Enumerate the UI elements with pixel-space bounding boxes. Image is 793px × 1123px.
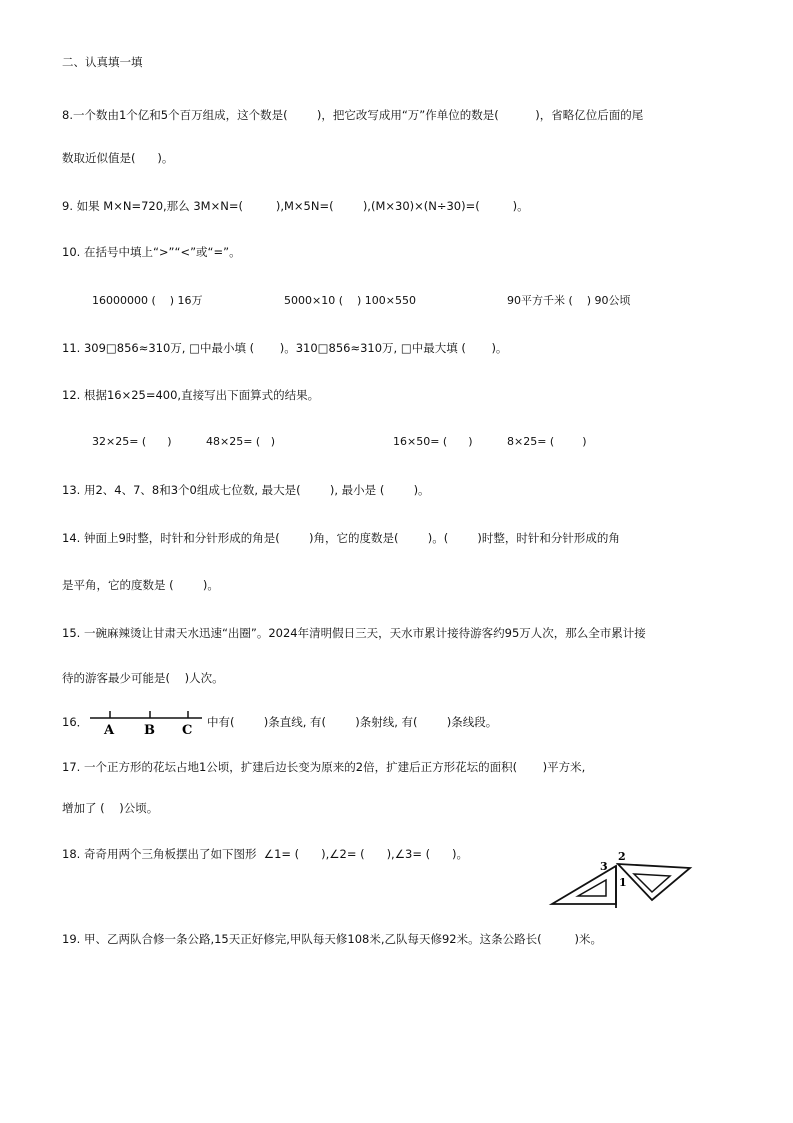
question-19: 19. 甲、乙两队合修一条公路,15天正好修完,甲队每天修108米,乙队每天修92米。这条公路长( )米。 (62, 932, 602, 946)
question-10-item: 16000000 ( ) 16万 (92, 294, 203, 307)
question-16-text: 中有( )条直线, 有( )条射线, 有( )条线段。 (207, 715, 498, 729)
question-14-line-1: 14. 钟面上9时整，时针和分针形成的角是( )角，它的度数是( )。( )时整，时针和分针形成的角 (62, 531, 620, 545)
point-label-a: A (104, 723, 115, 736)
set-square-figure (548, 848, 696, 910)
question-18-text: 18. 奇奇用两个三角板摆出了如下图形 ∠1= ( ),∠2= ( ),∠3= ( )。 (62, 847, 469, 861)
question-10-prompt: 10. 在括号中填上“>”“<”或“=”。 (62, 245, 241, 259)
question-9: 9. 如果 M×N=720,那么 3M×N=( ),M×5N=( ),(M×30)×(N÷30)=( )。 (62, 199, 529, 213)
question-10-item: 90平方千米 ( ) 90公顷 (507, 294, 631, 307)
question-12-item: 32×25= ( ) (92, 435, 172, 448)
question-14-line-2: 是平角，它的度数是 ( )。 (62, 578, 219, 592)
question-8-line-1: 8.一个数由1个亿和5个百万组成，这个数是( )，把它改写成用“万”作单位的数是( )，省略亿位后面的尾 (62, 108, 644, 122)
question-17-line-1: 17. 一个正方形的花坛占地1公顷，扩建后边长变为原来的2倍，扩建后正方形花坛的面积( )平方米, (62, 760, 586, 774)
question-8-line-2: 数取近似值是( )。 (62, 151, 174, 165)
question-11: 11. 309□856≈310万, □中最小填 ( )。310□856≈310万, □中最大填 ( )。 (62, 341, 508, 355)
angle-label-1: 1 (619, 876, 627, 889)
angle-label-3: 3 (600, 860, 608, 873)
question-16-number: 16． (62, 715, 89, 729)
point-label-b: B (144, 723, 155, 736)
question-12-item: 16×50= ( ) (393, 435, 473, 448)
line-segment-figure (88, 706, 206, 736)
point-label-c: C (182, 723, 193, 736)
question-12-item: 8×25= ( ) (507, 435, 587, 448)
question-15-line-2: 待的游客最少可能是( )人次。 (62, 671, 224, 685)
question-12-prompt: 12. 根据16×25=400,直接写出下面算式的结果。 (62, 388, 320, 402)
question-17-line-2: 增加了 ( )公顷。 (62, 801, 159, 815)
question-12-item: 48×25= ( ) (206, 435, 275, 448)
angle-label-2: 2 (618, 850, 626, 863)
question-10-item: 5000×10 ( ) 100×550 (284, 294, 416, 307)
section-title: 二、认真填一填 (62, 55, 143, 69)
question-13: 13. 用2、4、7、8和3个0组成七位数, 最大是( ), 最小是 ( )。 (62, 483, 430, 497)
question-15-line-1: 15. 一碗麻辣烫让甘肃天水迅速“出圈”。2024年清明假日三天，天水市累计接待游客约95万人次，那么全市累计接 (62, 626, 646, 640)
